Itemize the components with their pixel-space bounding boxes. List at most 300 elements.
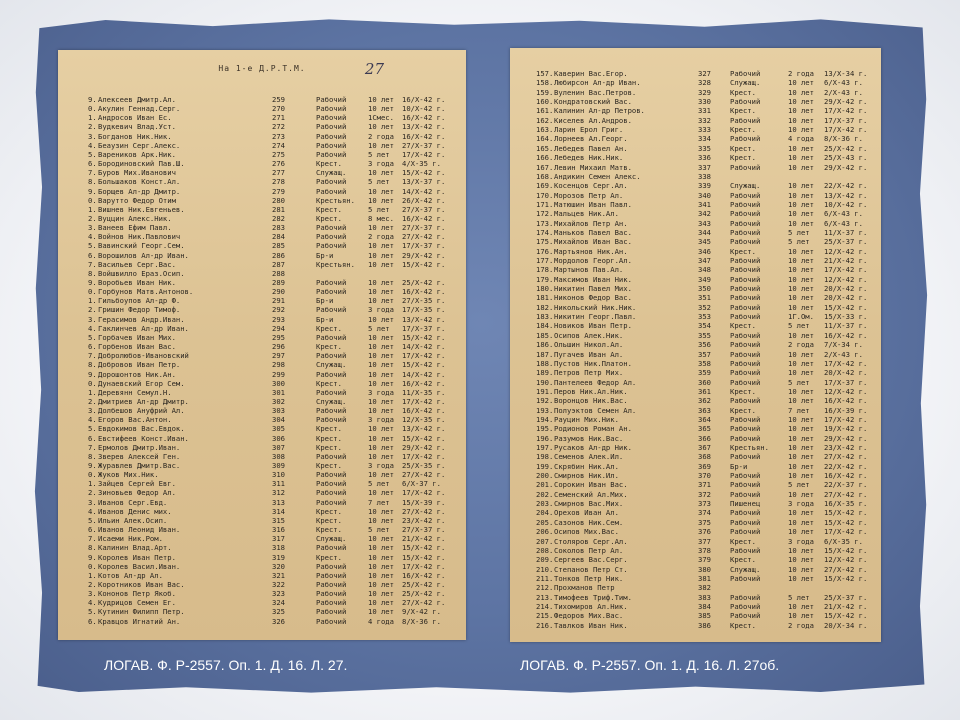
social-status: Рабочий	[316, 287, 347, 297]
sentence-date: 12/Х-35 г.	[402, 415, 446, 425]
handwritten-page-number: 27	[364, 60, 384, 78]
sentence-term: 10 лет	[368, 223, 394, 233]
person-name: Ольшин Никол.Ал.	[554, 340, 624, 350]
person-name: Тихомиров Ал.Ник.	[554, 601, 628, 611]
row-number: 162.	[536, 115, 554, 125]
social-status: Рабочий	[730, 69, 761, 78]
social-status: Рабочий	[316, 232, 347, 242]
sentence-date: 17/Х-42 г.	[824, 125, 868, 135]
person-name: Добролюбов-Ивановский	[98, 351, 189, 361]
sentence-date: 11/Х-35 г.	[402, 387, 446, 397]
social-status: Служащ.	[316, 360, 347, 370]
record-number: 308	[272, 451, 285, 461]
sentence-term: 2 года	[368, 131, 394, 141]
record-number: 343	[698, 218, 711, 228]
person-name: Борщев Ал-др Дмитр.	[98, 186, 181, 196]
sentence-term: 10 лет	[788, 330, 814, 340]
sentence-date: 20/Х-42 г.	[824, 368, 868, 378]
record-number: 353	[698, 312, 711, 322]
sentence-term: 10 лет	[368, 598, 394, 608]
sentence-term: 2 года	[788, 340, 814, 350]
social-status: Пишенец	[730, 499, 761, 509]
social-status: Крест.	[316, 342, 342, 352]
social-status: Рабочий	[316, 140, 347, 150]
record-number: 347	[698, 256, 711, 265]
row-number: 171.	[536, 199, 554, 209]
sentence-date: 16/Х-35 г.	[824, 499, 868, 509]
sentence-date: 15/Х-42 г.	[824, 302, 868, 312]
sentence-term: 2 года	[368, 232, 394, 242]
sentence-date: 17/Х-42 г.	[402, 451, 446, 461]
person-name: Герасимов Андр.Иван.	[98, 314, 185, 324]
record-number: 382	[698, 583, 711, 593]
sentence-date: 27/Х-37 г.	[402, 223, 446, 233]
sentence-date: 15/Х-42 г.	[402, 259, 446, 269]
row-number: 208.	[536, 545, 554, 555]
social-status: Крест.	[316, 442, 342, 452]
row-number: 3.	[88, 131, 97, 141]
sentence-date: 12/Х-42 г.	[824, 386, 868, 396]
row-number: 176.	[536, 246, 554, 256]
row-number: 158.	[536, 78, 554, 88]
person-name: Родионов Роман Ан.	[554, 424, 632, 434]
sentence-term: 10 лет	[368, 168, 394, 178]
row-number: 2.	[88, 396, 97, 406]
person-name: Ермолов Дмитр.Иван.	[98, 442, 181, 452]
sentence-date: 29/Х-42 г.	[824, 97, 868, 107]
social-status: Рабочий	[730, 237, 761, 247]
row-number: 183.	[536, 312, 554, 322]
record-number: 384	[698, 601, 711, 611]
person-name: Вудкевич Влад.Уст.	[98, 122, 176, 132]
sentence-date: 15/Х-42 г.	[402, 168, 446, 178]
social-status: Рабочий	[316, 470, 347, 480]
sentence-term: 10 лет	[368, 396, 394, 406]
record-number: 292	[272, 305, 285, 315]
row-number: 172.	[536, 209, 554, 219]
record-number: 348	[698, 265, 711, 275]
sentence-date: 21/Х-42 г.	[402, 534, 446, 544]
sentence-term: 10 лет	[788, 256, 814, 265]
sentence-term: 5 лет	[368, 525, 390, 535]
social-status: Бр-и	[316, 250, 334, 260]
row-number: 213.	[536, 592, 554, 602]
social-status: Рабочий	[730, 293, 761, 303]
sentence-term: 10 лет	[368, 351, 394, 361]
record-number: 333	[698, 125, 711, 135]
sentence-term: 10 лет	[788, 181, 814, 191]
social-status: Рабочий	[316, 479, 347, 489]
social-status: Рабочий	[730, 330, 761, 340]
social-status: Рабочий	[316, 113, 347, 123]
record-number: 379	[698, 555, 711, 565]
sentence-term: 4 года	[368, 616, 394, 626]
sentence-date: 25/Х-42 г.	[402, 278, 446, 287]
person-name: Вавинский Георг.Сем.	[98, 241, 185, 251]
sentence-term: 10 лет	[788, 443, 814, 452]
person-name: Лорнеев Ал.Георг.	[554, 134, 628, 144]
row-number: 9.	[88, 186, 97, 196]
sentence-date: 27/Х-42 г.	[402, 232, 446, 242]
record-number: 374	[698, 508, 711, 518]
sentence-term: 10 лет	[788, 162, 814, 172]
sentence-term: 10 лет	[788, 611, 814, 621]
person-name: Русаков Ал-др Ник.	[554, 443, 632, 452]
person-name: Иванов Денис мих.	[98, 506, 172, 516]
sentence-date: 25/Х-42 г.	[402, 579, 446, 589]
record-number: 323	[272, 589, 285, 599]
record-number: 335	[698, 143, 711, 153]
page-header: На 1-е Д.Р.Т.М.	[218, 64, 306, 73]
social-status: Рабочий	[730, 227, 761, 237]
sentence-date: 2/Х-43 г.	[824, 87, 863, 97]
person-name: Пугачев Иван Ал.	[554, 349, 624, 359]
person-name: Деревянн Семул.Н.	[98, 387, 172, 397]
social-status: Рабочий	[730, 508, 761, 518]
record-number: 356	[698, 340, 711, 350]
record-number: 365	[698, 424, 711, 434]
sentence-term: 3 года	[368, 415, 394, 425]
sentence-term: 10 лет	[368, 488, 394, 498]
sentence-term: 10 лет	[788, 115, 814, 125]
social-status: Рабочий	[316, 488, 347, 498]
row-number: 4.	[88, 506, 97, 516]
social-status: Рабочий	[730, 452, 761, 462]
sentence-date: 11/Х-37 г.	[824, 227, 868, 237]
sentence-date: 7/Х-34 г.	[824, 340, 863, 350]
record-number: 319	[272, 552, 285, 562]
social-status: Рабочий	[316, 332, 347, 342]
row-number: 6.	[88, 433, 97, 443]
sentence-date: 13/Х-42 г.	[824, 190, 868, 200]
row-number: 7.	[88, 442, 97, 452]
record-number: 296	[272, 342, 285, 352]
record-number: 307	[272, 442, 285, 452]
person-name: Исаеми Ник.Ром.	[98, 534, 163, 544]
sentence-term: 10 лет	[368, 342, 394, 352]
record-number: 373	[698, 499, 711, 509]
person-name: Котов Ал-др Ал.	[98, 570, 163, 580]
row-number: 5.	[88, 332, 97, 342]
record-number: 344	[698, 227, 711, 237]
person-name: Кутинин Филипп Петр.	[98, 607, 185, 617]
sentence-term: 10 лет	[368, 369, 394, 379]
record-row	[510, 620, 881, 632]
person-name: Орехов Иван Ал.	[554, 508, 619, 518]
record-number: 327	[698, 69, 711, 78]
sentence-term: 2 года	[788, 620, 814, 630]
row-number: 6.	[88, 525, 97, 535]
sentence-date: 13/Х-42 г.	[402, 122, 446, 132]
sentence-date: 15/Х-42 г.	[402, 543, 446, 553]
row-number: 1.	[88, 204, 97, 214]
sentence-term: 5 лет	[788, 377, 810, 387]
sentence-date: 25/Х-43 г.	[824, 153, 868, 163]
person-name: Ильин Алек.Осип.	[98, 515, 168, 525]
sentence-date: 6/Х-37 г.	[402, 479, 441, 489]
row-number: 165.	[536, 143, 554, 153]
record-number: 295	[272, 332, 285, 342]
social-status: Рабочий	[316, 497, 347, 507]
person-name: Смирнов Ник.Ил.	[554, 471, 619, 481]
sentence-date: 15/Х-42 г.	[402, 332, 446, 342]
row-number: 4.	[88, 232, 97, 242]
social-status: Рабочий	[730, 349, 761, 359]
person-name: Федоров Мих.Вас.	[554, 611, 624, 621]
sentence-date: 21/Х-42 г.	[824, 601, 868, 611]
person-name: Варутто Федор Отим	[98, 195, 176, 205]
person-name: Горбачев Иван Мих.	[98, 332, 176, 342]
sentence-date: 27/Х-37 г.	[402, 525, 446, 535]
sentence-date: 16/Х-42 г.	[402, 570, 446, 580]
sentence-date: 15/Х-42 г.	[824, 573, 868, 583]
person-name: Семенов Алек.Ил.	[554, 452, 624, 462]
row-number: 202.	[536, 489, 554, 499]
social-status: Рабочий	[316, 95, 347, 104]
social-status: Рабочий	[730, 115, 761, 125]
sentence-term: 10 лет	[788, 386, 814, 396]
sentence-term: 10 лет	[788, 358, 814, 368]
sentence-term: 10 лет	[368, 424, 394, 434]
sentence-date: 17/Х-37 г.	[824, 115, 868, 125]
social-status: Рабочий	[730, 209, 761, 219]
person-name: Прохманов Петр	[554, 583, 615, 593]
sentence-term: 10 лет	[368, 287, 394, 297]
social-status: Крест.	[730, 555, 756, 565]
sentence-term: 5 лет	[788, 592, 810, 602]
row-number: 216.	[536, 620, 554, 630]
sentence-date: 6/Х-43 г.	[824, 78, 863, 88]
social-status: Рабочий	[730, 601, 761, 611]
social-status: Рабочий	[316, 351, 347, 361]
sentence-date: 23/Х-42 г.	[402, 515, 446, 525]
record-number: 275	[272, 149, 285, 159]
social-status: Рабочий	[316, 607, 347, 617]
sentence-date: 20/Х-34 г.	[824, 620, 868, 630]
social-status: Рабочий	[730, 368, 761, 378]
record-number: 316	[272, 525, 285, 535]
row-number: 9.	[88, 369, 97, 379]
person-name: Михайлов Иван Вас.	[554, 237, 632, 247]
social-status: Рабочий	[730, 302, 761, 312]
sentence-date: 17/Х-42 г.	[824, 106, 868, 116]
sentence-term: 10 лет	[788, 106, 814, 116]
sentence-term: 10 лет	[788, 87, 814, 97]
social-status: Бр-и	[316, 314, 334, 324]
person-name: Осипов Мих.Вас.	[554, 527, 619, 537]
person-name: Смирнов Вас.Мих.	[554, 499, 624, 509]
record-number: 336	[698, 153, 711, 163]
person-name: Семенский Ал.Мих.	[554, 489, 628, 499]
sentence-date: 14/Х-42 г.	[402, 342, 446, 352]
sentence-term: 5 лет	[788, 227, 810, 237]
person-name: Вареников Арк.Ник.	[98, 149, 176, 159]
record-list-left	[58, 50, 466, 640]
person-name: Егоров Вас.Антон.	[98, 415, 172, 425]
row-number: 187.	[536, 349, 554, 359]
row-number: 194.	[536, 414, 554, 424]
row-number: 203.	[536, 499, 554, 509]
record-number: 322	[272, 579, 285, 589]
row-number: 8.	[88, 451, 97, 461]
social-status: Рабочий	[730, 134, 761, 144]
person-name: Зайцев Сергей Евг.	[98, 479, 176, 489]
social-status: Служащ.	[730, 564, 761, 574]
person-name: Мартынов Пав.Ал.	[554, 265, 624, 275]
social-status: Рабочий	[316, 579, 347, 589]
row-number: 206.	[536, 527, 554, 537]
sentence-term: 5 лет	[368, 177, 390, 187]
sentence-term: 10 лет	[788, 433, 814, 443]
row-number: 164.	[536, 134, 554, 144]
row-number: 3.	[88, 589, 97, 599]
sentence-term: 10 лет	[788, 414, 814, 424]
social-status: Крест.	[730, 246, 756, 256]
social-status: Крест.	[316, 378, 342, 388]
sentence-date: 29/Х-42 г.	[402, 250, 446, 260]
sentence-date: 17/Х-42 г.	[402, 561, 446, 571]
row-number: 195.	[536, 424, 554, 434]
sentence-term: 10 лет	[368, 250, 394, 260]
sentence-term: 10 лет	[788, 302, 814, 312]
social-status: Рабочий	[730, 218, 761, 228]
sentence-term: 10 лет	[788, 284, 814, 294]
sentence-date: 25/Х-37 г.	[824, 237, 868, 247]
person-name: Вуленин Вас.Петров.	[554, 87, 637, 97]
row-number: 200.	[536, 471, 554, 481]
record-number: 279	[272, 186, 285, 196]
social-status: Рабочий	[730, 97, 761, 107]
person-name: Долбешов Ануфрий Ал.	[98, 406, 185, 416]
sentence-date: 16/Х-42 г.	[824, 471, 868, 481]
person-name: Разумов Ник.Вас.	[554, 433, 624, 443]
person-name: Перов Ник.Ал.Ник.	[554, 386, 628, 396]
sentence-date: 23/Х-42 г.	[824, 443, 868, 452]
record-number: 287	[272, 259, 285, 269]
social-status: Крест.	[316, 461, 342, 470]
record-list-right	[510, 48, 881, 642]
person-name: Матюшин Иван Павл.	[554, 199, 632, 209]
person-name: Буров Мих.Иванович	[98, 168, 176, 178]
person-name: Васильев Серг.Вас.	[98, 259, 176, 269]
row-number: 4.	[88, 415, 97, 425]
sentence-date: 8/Х-36 г.	[824, 134, 863, 144]
row-number: 6.	[88, 616, 97, 626]
sentence-date: 15/Х-42 г.	[824, 545, 868, 555]
sentence-term: 5 лет	[788, 237, 810, 247]
record-number: 362	[698, 396, 711, 406]
record-number: 360	[698, 377, 711, 387]
social-status: Служащ.	[316, 534, 347, 544]
row-number: 8.	[88, 268, 97, 278]
row-number: 193.	[536, 405, 554, 415]
row-number: 8.	[88, 543, 97, 553]
social-status: Рабочий	[316, 451, 347, 461]
person-name: Киселев Ал.Андров.	[554, 115, 632, 125]
person-name: Мордолов Георг.Ал.	[554, 256, 632, 265]
sentence-date: 10/Х-42 г.	[402, 104, 446, 114]
person-name: Гильбоупов Ал-др Ф.	[98, 296, 181, 306]
record-number: 375	[698, 517, 711, 527]
record-number: 318	[272, 543, 285, 553]
sentence-term: 5 лет	[368, 204, 390, 214]
social-status: Рабочий	[316, 589, 347, 599]
sentence-term: 10 лет	[368, 433, 394, 443]
sentence-term: 10 лет	[788, 143, 814, 153]
sentence-date: 29/Х-42 г.	[824, 162, 868, 172]
row-number: 205.	[536, 517, 554, 527]
record-number: 330	[698, 97, 711, 107]
row-number: 177.	[536, 256, 554, 265]
record-number: 369	[698, 461, 711, 471]
sentence-term: 10 лет	[788, 461, 814, 471]
social-status: Рабочий	[730, 256, 761, 265]
sentence-term: 3 года	[788, 536, 814, 546]
person-name: Жуков Мих.Ник.	[98, 470, 159, 480]
sentence-date: 21/Х-42 г.	[824, 256, 868, 265]
social-status: Рабочий	[316, 104, 347, 114]
sentence-date: 13/Х-42 г.	[402, 314, 446, 324]
social-status: Крест.	[316, 552, 342, 562]
record-number: 385	[698, 611, 711, 621]
sentence-date: 25/Х-35 г.	[402, 461, 446, 470]
sentence-term: 2 года	[788, 69, 814, 78]
record-number: 298	[272, 360, 285, 370]
record-number: 300	[272, 378, 285, 388]
sentence-date: 16/Х-42 г.	[824, 330, 868, 340]
social-status: Крест.	[316, 525, 342, 535]
sentence-date: 9/Х-42 г.	[402, 607, 441, 617]
sentence-term: 10 лет	[368, 259, 394, 269]
row-number: 163.	[536, 125, 554, 135]
row-number: 0.	[88, 470, 97, 480]
social-status: Рабочий	[730, 199, 761, 209]
record-number: 291	[272, 296, 285, 306]
row-number: 181.	[536, 293, 554, 303]
sentence-date: 15/Х-42 г.	[402, 552, 446, 562]
sentence-term: 10 лет	[788, 274, 814, 284]
person-name: Евдокимов Вас.Евдок.	[98, 424, 185, 434]
row-number: 211.	[536, 573, 554, 583]
sentence-date: 6/Х-35 г.	[824, 536, 863, 546]
archive-page-left	[58, 50, 466, 640]
person-name: Маньков Павел Вас.	[554, 227, 632, 237]
record-number: 304	[272, 415, 285, 425]
row-number: 9.	[88, 95, 97, 104]
social-status: Крест.	[316, 506, 342, 516]
sentence-date: 25/Х-42 г.	[402, 589, 446, 599]
person-name: Акулин Геннад.Серг.	[98, 104, 181, 114]
record-number: 349	[698, 274, 711, 284]
sentence-term: 10 лет	[368, 241, 394, 251]
social-status: Рабочий	[730, 358, 761, 368]
sentence-term: 10 лет	[368, 296, 394, 306]
person-name: Мартьянов Ник.Ан.	[554, 246, 628, 256]
sentence-term: 10 лет	[788, 199, 814, 209]
person-name: Степанов Петр Ст.	[554, 564, 628, 574]
person-name: Воробьев Иван Ник.	[98, 278, 176, 287]
caption-right: ЛОГАВ. Ф. Р-2557. Оп. 1. Д. 16. Л. 27об.	[520, 657, 780, 673]
sentence-date: 27/Х-42 г.	[402, 598, 446, 608]
row-number: 157.	[536, 69, 554, 78]
sentence-term: 10 лет	[368, 195, 394, 205]
sentence-date: 14/Х-42 г.	[402, 369, 446, 379]
person-name: Богданов Ник.Ник.	[98, 131, 172, 141]
record-number: 366	[698, 433, 711, 443]
social-status: Рабочий	[316, 186, 347, 196]
social-status: Рабочий	[730, 414, 761, 424]
row-number: 207.	[536, 536, 554, 546]
